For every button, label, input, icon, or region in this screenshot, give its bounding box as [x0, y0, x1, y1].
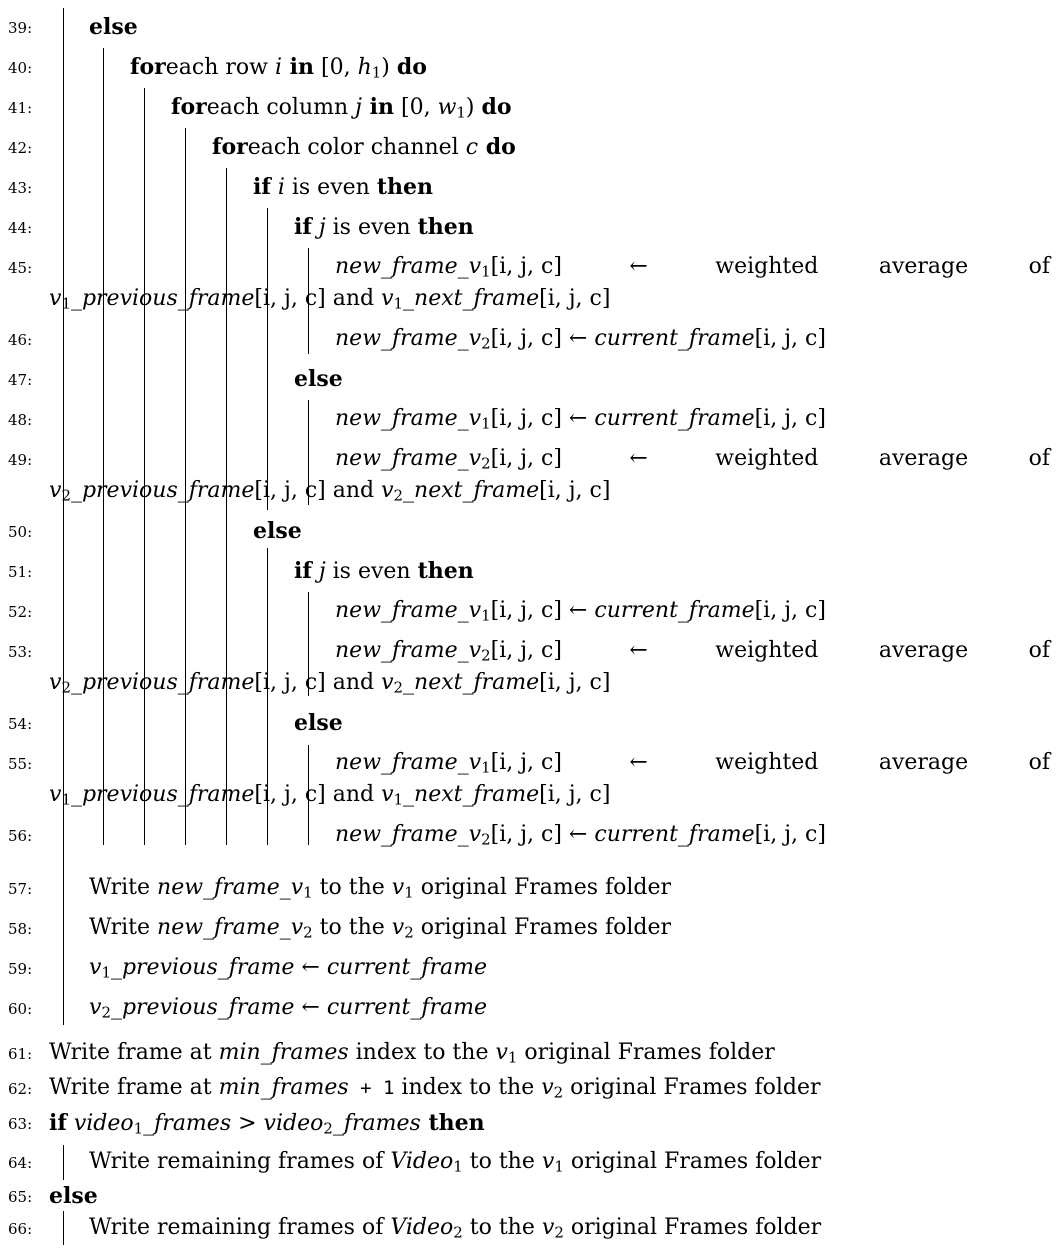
text-segment: current_frame — [326, 995, 488, 1020]
text-segment: i — [274, 55, 282, 80]
text-segment: video — [66, 1111, 134, 1136]
subscript: 2 — [393, 678, 404, 697]
text-segment: each column — [206, 95, 356, 120]
text-segment: [i, j, c] ← — [490, 406, 595, 431]
text-segment: ) — [381, 55, 397, 80]
keyword: else — [294, 366, 343, 392]
algorithm-line — [89, 875, 672, 902]
algorithm-line — [335, 326, 826, 353]
scope-bar — [308, 745, 309, 845]
justify-group — [715, 752, 818, 774]
algorithm-line — [294, 560, 474, 583]
line-number: 41: — [8, 99, 33, 117]
keyword: else — [253, 518, 302, 544]
algorithm-line — [212, 136, 516, 159]
line-number: 40: — [8, 59, 33, 77]
algorithm-line — [335, 446, 1050, 473]
text-segment: to the — [462, 1215, 542, 1240]
subscript: 2 — [61, 678, 71, 697]
subscript: 2 — [481, 830, 491, 849]
subscript: 1 — [404, 883, 414, 902]
line-number: 66: — [8, 1220, 33, 1238]
text-segment: h — [357, 55, 372, 80]
line-number: 39: — [8, 19, 33, 37]
algorithm-line — [335, 638, 1050, 665]
line-number: 61: — [8, 1045, 33, 1063]
justify-group — [622, 752, 654, 774]
text-segment: _previous_frame — [70, 782, 255, 807]
text-segment: [i, j, c] and — [254, 782, 382, 807]
keyword: if — [294, 214, 312, 240]
justify-group — [879, 640, 968, 662]
text-segment: average — [878, 750, 969, 775]
text-segment: [i, j, c] — [539, 670, 611, 695]
text-segment: is even — [325, 215, 418, 240]
algorithm-line — [253, 176, 433, 199]
text-segment: [i, j, c] — [754, 822, 826, 847]
line-number: 57: — [8, 880, 33, 898]
text-segment: new_frame_v — [335, 598, 482, 623]
text-segment: is even — [325, 559, 418, 584]
text-segment: ) — [465, 95, 482, 120]
text-segment: ← — [622, 254, 655, 279]
line-number: 59: — [8, 960, 33, 978]
subscript: 1 — [371, 63, 382, 82]
scope-bar — [308, 400, 309, 505]
line-number: 53: — [8, 643, 33, 661]
justify-group — [335, 254, 562, 281]
text-segment: [i, j, c] — [754, 598, 826, 623]
subscript: 1 — [554, 1157, 564, 1176]
text-segment: weighted — [715, 254, 819, 279]
algorithm-line — [253, 520, 302, 543]
algorithm-line — [89, 915, 672, 942]
algorithm-line — [49, 1185, 98, 1208]
text-segment: v — [381, 670, 394, 695]
text-segment: each row — [165, 55, 275, 80]
algorithm-line — [294, 712, 343, 735]
text-segment: ← — [622, 750, 655, 775]
line-number: 62: — [8, 1080, 33, 1098]
text-segment: [i, j, c] — [539, 478, 611, 503]
text-segment: current_frame — [594, 406, 755, 431]
text-segment: min_frames — [218, 1075, 349, 1100]
text-segment: [i, j, c] — [490, 638, 562, 663]
text-segment: [i, j, c] ← — [490, 822, 595, 847]
keyword: if — [253, 174, 271, 200]
keyword: do — [478, 134, 516, 160]
text-segment: [i, j, c] — [754, 326, 826, 351]
algorithm-line — [89, 16, 138, 39]
text-segment: [i, j, c] — [490, 750, 562, 775]
text-segment: v — [541, 1215, 555, 1240]
subscript: 2 — [323, 1119, 333, 1138]
line-number: 64: — [8, 1154, 33, 1172]
text-segment: Write remaining frames of — [89, 1215, 391, 1240]
scope-bar — [308, 592, 309, 696]
text-segment: v — [89, 995, 102, 1020]
text-segment: Write — [89, 875, 158, 900]
justify-group — [715, 256, 818, 278]
keyword: else — [294, 710, 343, 736]
text-segment: [i, j, c] ← — [490, 326, 595, 351]
text-segment: current_frame — [594, 598, 755, 623]
text-segment: _next_frame — [403, 478, 540, 503]
algorithm-line — [49, 670, 611, 697]
text-segment: ← — [294, 995, 327, 1020]
subscript: 2 — [481, 334, 491, 353]
subscript: 2 — [481, 454, 491, 473]
text-segment: is even — [284, 175, 377, 200]
text-segment: v — [49, 670, 62, 695]
algorithm-line — [335, 822, 826, 849]
text-segment: [i, j, c] and — [254, 478, 382, 503]
subscript: 1 — [393, 790, 404, 809]
line-number: 45: — [8, 259, 33, 277]
keyword: if — [294, 558, 312, 584]
text-segment: new_frame_v — [335, 822, 482, 847]
text-segment: original Frames folder — [563, 1215, 822, 1240]
text-segment: [i, j, c] — [490, 446, 562, 471]
algorithm-line — [49, 782, 611, 809]
subscript: 1 — [456, 103, 466, 122]
subscript: 2 — [553, 1083, 564, 1102]
text-segment: original Frames folder — [563, 1149, 822, 1174]
line-number: 49: — [8, 451, 33, 469]
text-segment: v — [89, 955, 102, 980]
justify-group — [1029, 640, 1050, 662]
scope-bar — [63, 1211, 64, 1245]
text-segment: w — [437, 95, 457, 120]
text-segment: v — [49, 286, 62, 311]
text-segment: average — [878, 638, 969, 663]
line-number: 54: — [8, 715, 33, 733]
text-segment: _previous_frame — [70, 670, 255, 695]
text-segment: v — [541, 1149, 555, 1174]
algorithm-line — [49, 1110, 485, 1138]
text-segment: _next_frame — [403, 286, 540, 311]
keyword: for — [212, 134, 248, 160]
text-segment: to the — [312, 875, 392, 900]
subscript: 2 — [61, 486, 71, 505]
scope-bar — [63, 1145, 64, 1180]
line-number: 47: — [8, 371, 33, 389]
scope-bar — [308, 248, 309, 354]
scope-bar — [267, 208, 268, 510]
keyword: for — [130, 54, 166, 80]
text-segment: c — [465, 135, 479, 160]
keyword: then — [376, 174, 433, 200]
text-segment: [i, j, c] — [539, 782, 611, 807]
text-segment: _frames — [143, 1111, 232, 1136]
text-segment: new_frame_v — [335, 254, 482, 279]
justify-group — [879, 448, 968, 470]
text-segment: each color channel — [247, 135, 466, 160]
text-segment: v — [49, 782, 62, 807]
algorithm-line — [130, 54, 427, 82]
scope-bar — [267, 548, 268, 845]
text-segment: _previous_frame — [70, 286, 255, 311]
text-segment: of — [1028, 446, 1050, 471]
scope-bar — [144, 88, 145, 845]
algorithm-line — [335, 254, 1050, 281]
algorithm-line — [89, 955, 488, 982]
line-number: 58: — [8, 920, 33, 938]
subscript: 1 — [481, 606, 491, 625]
subscript: 1 — [101, 963, 111, 982]
justify-group — [1029, 448, 1050, 470]
text-segment: [i, j, c] — [490, 254, 562, 279]
text-segment: weighted — [715, 750, 819, 775]
subscript: 2 — [453, 1223, 463, 1242]
text-segment: [0, — [314, 55, 358, 80]
text-segment: original Frames folder — [413, 915, 672, 940]
text-segment: > — [231, 1111, 264, 1136]
text-segment: j — [355, 95, 362, 120]
subscript: 1 — [303, 883, 313, 902]
justify-group — [879, 256, 968, 278]
text-segment: Write frame at — [49, 1075, 219, 1100]
subscript: 2 — [393, 486, 404, 505]
subscript: 1 — [61, 790, 71, 809]
subscript: 1 — [393, 294, 404, 313]
justify-group — [335, 638, 562, 665]
keyword: in — [282, 54, 315, 80]
scope-bar — [185, 128, 186, 845]
text-segment: to the — [312, 915, 392, 940]
subscript: 1 — [61, 294, 71, 313]
text-segment: new_frame_v — [335, 446, 482, 471]
justify-group — [622, 448, 654, 470]
line-number: 48: — [8, 411, 33, 429]
text-segment: new_frame_v — [335, 406, 482, 431]
algorithm-line — [335, 750, 1050, 777]
text-segment: _frames — [332, 1111, 421, 1136]
text-segment: v — [381, 782, 394, 807]
text-segment: Write — [89, 915, 158, 940]
text-segment: current_frame — [594, 326, 755, 351]
text-segment: [i, j, c] ← — [490, 598, 595, 623]
scope-bar — [226, 168, 227, 845]
algorithm-line — [335, 598, 826, 625]
line-number: 42: — [8, 139, 33, 157]
text-segment: of — [1028, 638, 1050, 663]
line-number: 50: — [8, 523, 33, 541]
text-segment: weighted — [715, 446, 819, 471]
algorithm-line — [89, 1149, 822, 1176]
text-segment: original Frames folder — [517, 1040, 775, 1065]
text-segment: _previous_frame — [110, 955, 295, 980]
line-number: 51: — [8, 563, 33, 581]
justify-group — [715, 640, 818, 662]
line-number: 55: — [8, 755, 33, 773]
text-segment: v — [541, 1075, 554, 1100]
text-segment: v — [381, 286, 394, 311]
keyword: do — [396, 54, 427, 80]
text-segment: average — [878, 446, 969, 471]
scope-bar — [103, 48, 104, 845]
text-segment: [i, j, c] — [539, 286, 611, 311]
text-segment: v — [381, 478, 394, 503]
text-segment: ← — [294, 955, 327, 980]
justify-group — [715, 448, 818, 470]
text-segment: new_frame_v — [157, 915, 304, 940]
text-segment: j — [311, 215, 326, 240]
line-number: 56: — [8, 827, 33, 845]
keyword: else — [89, 14, 138, 40]
algorithm-line — [89, 1215, 822, 1242]
keyword: then — [417, 558, 474, 584]
text-segment: _previous_frame — [70, 478, 255, 503]
text-segment: [i, j, c] and — [254, 286, 382, 311]
text-segment: Video — [390, 1149, 454, 1174]
scope-bar — [63, 8, 64, 1025]
text-segment: [i, j, c] — [754, 406, 826, 431]
text-segment: new_frame_v — [335, 750, 482, 775]
subscript: 1 — [133, 1119, 144, 1138]
text-segment: v — [49, 478, 62, 503]
algorithm-line — [171, 94, 512, 122]
algorithm-line — [294, 216, 474, 239]
text-segment: new_frame_v — [335, 638, 482, 663]
algorithm-line — [49, 1075, 821, 1102]
text-segment: [0, — [394, 95, 438, 120]
subscript: 2 — [101, 1003, 111, 1022]
algorithm-line — [294, 368, 343, 391]
keyword: if — [49, 1110, 67, 1136]
text-segment: of — [1028, 750, 1050, 775]
text-segment: current_frame — [326, 955, 488, 980]
subscript: 1 — [453, 1157, 463, 1176]
text-segment: new_frame_v — [157, 875, 304, 900]
text-segment: _next_frame — [403, 782, 540, 807]
text-segment: + 1 — [348, 1077, 395, 1099]
algorithm-line — [49, 1040, 775, 1067]
text-segment: Write remaining frames of — [89, 1149, 391, 1174]
text-segment: min_frames — [218, 1040, 349, 1065]
text-segment: ← — [622, 446, 655, 471]
line-number: 63: — [8, 1115, 33, 1133]
justify-group — [622, 256, 654, 278]
line-number: 52: — [8, 603, 33, 621]
algorithm-line — [49, 478, 611, 505]
text-segment: [i, j, c] and — [254, 670, 382, 695]
subscript: 2 — [481, 646, 491, 665]
justify-group — [879, 752, 968, 774]
subscript: 1 — [481, 414, 491, 433]
subscript: 1 — [481, 262, 491, 281]
text-segment: j — [311, 559, 326, 584]
text-segment: index to the — [348, 1040, 496, 1065]
text-segment: index to the — [394, 1075, 542, 1100]
text-segment: to the — [462, 1149, 542, 1174]
justify-group — [1029, 752, 1050, 774]
justify-group — [1029, 256, 1050, 278]
text-segment: i — [270, 175, 285, 200]
subscript: 1 — [481, 758, 491, 777]
subscript: 2 — [554, 1223, 564, 1242]
text-segment: of — [1028, 254, 1050, 279]
text-segment: original Frames folder — [413, 875, 672, 900]
keyword: then — [420, 1110, 485, 1136]
subscript: 1 — [507, 1048, 518, 1067]
subscript: 2 — [303, 923, 313, 942]
text-segment: Write frame at — [49, 1040, 219, 1065]
keyword: in — [361, 94, 394, 120]
line-number: 43: — [8, 179, 33, 197]
algorithm-line — [335, 406, 826, 433]
justify-group — [622, 640, 654, 662]
text-segment: video — [263, 1111, 324, 1136]
text-segment: current_frame — [594, 822, 755, 847]
text-segment: ← — [622, 638, 655, 663]
text-segment: v — [391, 875, 405, 900]
algorithm-line — [49, 286, 611, 313]
text-segment: _next_frame — [403, 670, 540, 695]
subscript: 2 — [404, 923, 414, 942]
line-number: 46: — [8, 331, 33, 349]
keyword: then — [417, 214, 474, 240]
text-segment: Video — [390, 1215, 454, 1240]
keyword: else — [49, 1183, 98, 1209]
keyword: for — [171, 94, 207, 120]
text-segment: v — [391, 915, 405, 940]
text-segment: original Frames folder — [563, 1075, 821, 1100]
keyword: do — [481, 94, 512, 120]
justify-group — [335, 446, 562, 473]
justify-group — [335, 750, 562, 777]
text-segment: _previous_frame — [110, 995, 295, 1020]
line-number: 44: — [8, 219, 33, 237]
text-segment: v — [495, 1040, 508, 1065]
line-number: 60: — [8, 1000, 33, 1018]
text-segment: weighted — [715, 638, 819, 663]
text-segment: average — [878, 254, 969, 279]
text-segment: new_frame_v — [335, 326, 482, 351]
line-number: 65: — [8, 1188, 33, 1206]
algorithm-line — [89, 995, 488, 1022]
